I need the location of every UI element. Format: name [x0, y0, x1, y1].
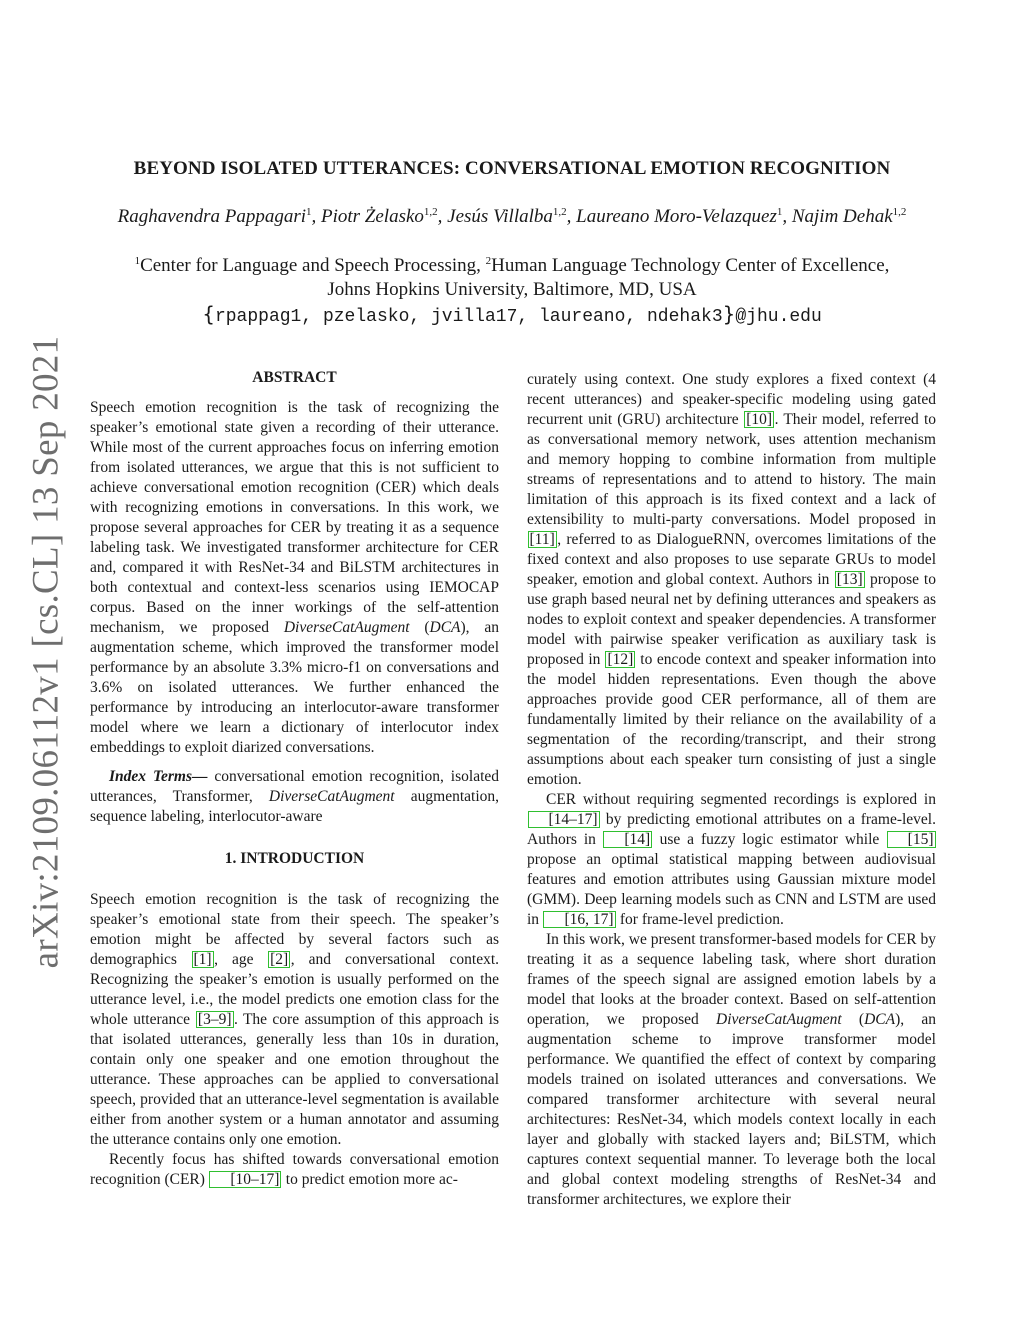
intro-paragraph: Speech emotion recognition is the task of recognizing the speaker’s emotional state from their speech. The speaker’s emotion might be affected by several factors such as demographics [1] , age [2] , and conversational context. Recognizing the speaker’s emotion is usually performed on the utterance level, i.e., the model predicts one emotion class for the whole utterance [3–9] . The core assumption of this approach is that isolated utterances, generally less than 10s in duration, contain only one speaker and one emotion throughout the utterance. These approaches can be applied to conversational speech, provided that an utterance-level segmentation is available either from another system or a human annotator and assuming the utterance contains only one emotion. [90, 891, 500, 1148]
left-column [90, 368, 499, 1190]
body-paragraph: curately using context. One study explores a fixed context (4 recent utterances) and speaker-specific modeling using gated recurrent unit (GRU) architecture [10] . Their model, referred to as conversational memory network, uses attention mechanism and memory hopping to combine information from multiple streams of representations and to attend to history. The main limitation of this approach is its fixed context and a lack of extensibility to multi-party conversations. Model proposed in [11] , referred to as DialogueRNN, overcomes limitations of the fixed context and also proposes to use separate GRUs to model speaker, emotion and global context. Authors in [13] propose to use graph based neural net by defining utterances and speakers as nodes to exploit context and speaker dependencies. A transformer model with pairwise speaker verification as auxiliary task is proposed in [12] to encode context and speaker information into the model hidden representations. Even though the above approaches provide good CER performance, all of them are fundamentally limited by their reliance on the availability of a segmentation of the recording/transcript, and their strong assumptions about each speaker turn consisting of just a single emotion. [527, 371, 936, 788]
right-column [527, 370, 936, 1210]
author-affiliation: 1 [776, 206, 783, 218]
citation-link[interactable]: [14–17] [528, 811, 600, 828]
citation-link[interactable]: [16, 17] [543, 911, 615, 928]
author-name: Piotr Żelasko [321, 206, 424, 227]
citation-link[interactable]: [3–9] [197, 1011, 232, 1028]
citation-link[interactable]: [11] [529, 531, 555, 548]
body-paragraph: CER without requiring segmented recordings is explored in [14–17] by predicting emotional attributes on a frame-level. Authors in [14] use a fuzzy logic estimator while [15] propose an optimal statistical mapping between audiovisual features and emotion attributes using Gaussian mixture model (GMM). Deep learning models such as CNN and LSTM are used in [16, 17] for frame-level prediction. [527, 791, 936, 928]
author-name: Najim Dehak [791, 206, 893, 227]
author-affiliation: 1 [306, 206, 312, 218]
abstract-paragraph: Speech emotion recognition is the task of recognizing the speaker’s emotional state given a recording of their utterance. While most of the current approaches focus on inferring emotion from isolated utterances, we argue that this is not sufficient to achieve conversational emotion recognition (CER) which deals with recognizing emotions in conversations. In this work, we propose several approaches for CER by treating it as a sequence labeling task. We investigated transformer architecture for CER and, compared it with ResNet-34 and BiLSTM architectures in both contextual and context-less scenarios using IEMOCAP corpus. Based on the inner workings of the self-attention mechanism, we proposed DiverseCatAugment (DCA), an augmentation scheme, which improved the transformer model performance by an absolute 3.3% micro-f1 on conversations and 3.6% on isolated utterances. We further enhanced the performance by introducing an interlocutor-aware transformer model where we learn a dictionary of interlocutor index embeddings to exploit diarized conversations. [90, 399, 499, 756]
abstract-heading: ABSTRACT [252, 369, 337, 386]
email-domain: @jhu.edu [735, 307, 822, 327]
index-terms: Index Terms— conversational emotion recognition, isolated utterances, Transformer, DiverseCatAugment augmentation, sequence labeling, interlocutor-aware [90, 768, 500, 825]
author-affiliation: 1,2 [423, 206, 438, 218]
introduction-heading: 1. INTRODUCTION [224, 850, 365, 867]
email-line: {rpappag1, pzelasko, jvilla17, laureano, ndehak3}@jhu.edu [202, 302, 822, 327]
citation-link[interactable]: [13] [836, 571, 863, 588]
affiliation-line: $^1$Center for Language and Speech Processing, $^2$Human Language Technology Center of Excellence, [134, 255, 890, 276]
author-name: Jesús Villalba [447, 206, 553, 227]
author-affiliation: 1,2 [552, 206, 567, 218]
arxiv-identifier: arXiv:2109.06112v1 [cs.CL] 13 Sep 2021 [25, 335, 67, 969]
body-paragraph: In this work, we present transformer-based models for CER by treating it as a sequence labeling task, where short duration frames of the speech signal are assigned emotion labels by a model that looks at the broader context. Based on self-attention operation, we proposed DiverseCatAugment (DCA), an augmentation scheme to improve transformer model performance. We quantified the effect of context by comparing models trained on isolated utterances and conversations. We compared transformer architecture with several neural architectures: ResNet-34, which models context locally in each layer and globally with stacked layers and; BiLSTM, which captures context sequential manner. To leverage both the local and global context modeling strengths of ResNet-34 and transformer architectures, we explore their [527, 931, 936, 1208]
citation-link[interactable]: [10] [746, 411, 773, 428]
author-name: Laureano Moro-Velazquez [576, 206, 777, 227]
author-affiliation: 1,2 [892, 206, 907, 218]
citation-link[interactable]: [12] [607, 651, 634, 668]
citation-link[interactable]: [2] [270, 951, 289, 968]
author-list: Raghavendra Pappagari$^1$, Piotr Żelasko$^{1,2}$, Jesús Villalba$^{1,2}$, Laureano Moro-Velazquez$^1$, Najim Dehak$^{1,2}$ [117, 206, 907, 227]
citation-link[interactable]: [10–17] [209, 1171, 281, 1188]
intro-paragraph: Recently focus has shifted towards conversational emotion recognition (CER) [10–17] to predict emotion more ac- [90, 1151, 499, 1188]
email-usernames: rpappag1, pzelasko, jvilla17, laureano, ndehak3 [214, 307, 723, 327]
citation-link[interactable]: [1] [193, 951, 212, 968]
university-line: Johns Hopkins University, Baltimore, MD, USA [327, 279, 697, 300]
citation-link[interactable]: [15] [887, 831, 936, 848]
citation-link[interactable]: [14] [603, 831, 652, 848]
paper-title: BEYOND ISOLATED UTTERANCES: CONVERSATIONAL EMOTION RECOGNITION [133, 158, 891, 179]
author-name: Raghavendra Pappagari [117, 206, 306, 227]
